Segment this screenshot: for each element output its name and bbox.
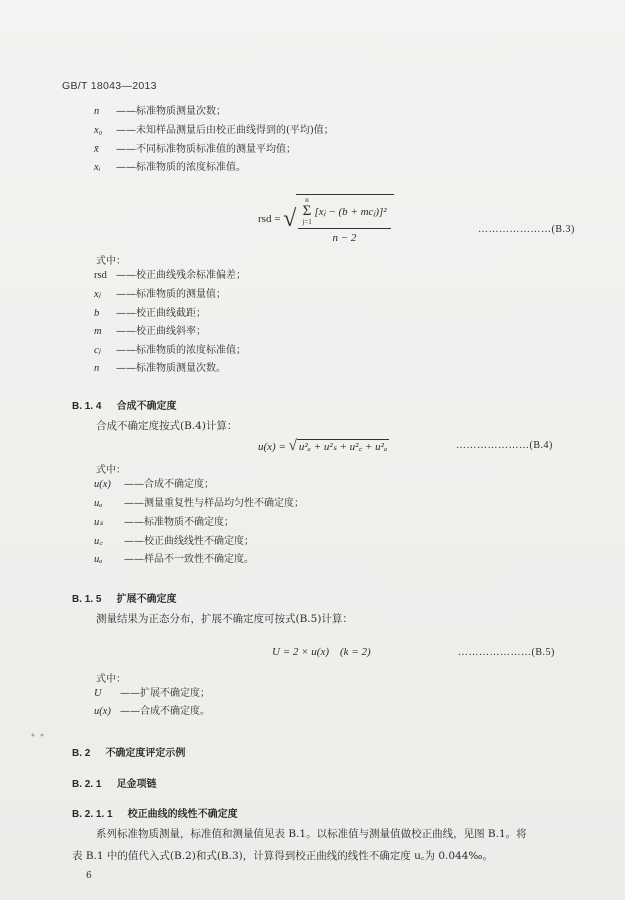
definition-text: ——合成不确定度； — [124, 479, 214, 490]
definition-row — [94, 364, 514, 378]
paragraph: 合成不确定度按式(B.4)计算： — [96, 420, 238, 432]
definition-symbol: cⱼ — [94, 345, 101, 356]
fraction-denominator: n − 2 — [332, 232, 357, 244]
definition-symbol: n — [94, 363, 100, 374]
sum-upper-limit: n — [305, 196, 309, 204]
definition-text: ——校正曲线斜率； — [116, 326, 206, 337]
square-root-body — [296, 194, 393, 244]
definition-row — [94, 537, 514, 551]
equation-b5: U = 2 × u(x) (k = 2) — [272, 646, 371, 658]
definition-text: ——标准物质的测量值； — [116, 289, 226, 300]
definition-text: ——校正曲线线性不确定度； — [124, 536, 254, 547]
section-heading-b21 — [72, 772, 157, 791]
equation-number: …………………(B.4) — [456, 440, 553, 451]
definition-text: ——标准物质测量次数。 — [116, 363, 226, 374]
equation-radicand: u²ₐ + u²ₛ + u²꜀ + u²ₐ — [298, 441, 388, 453]
section-number: B. 2. 1 — [72, 779, 102, 790]
definition-symbol: uₐ — [94, 498, 103, 509]
definition-symbol: U — [94, 688, 102, 699]
standard-header: GB/T 18043—2013 — [62, 80, 157, 92]
definition-symbol: xᵢ — [94, 162, 101, 173]
definition-row — [94, 271, 514, 285]
definition-symbol: n — [94, 106, 100, 117]
definition-symbol: u(x) — [94, 479, 111, 490]
section-number: B. 2 — [72, 748, 91, 759]
sum-lower-limit: j=1 — [302, 218, 312, 226]
equation-lhs: u(x) = — [258, 441, 286, 453]
definition-symbol: m — [94, 326, 102, 337]
definition-row — [94, 518, 514, 532]
paragraph-line: 表 B.1 中的值代入式(B.2)和式(B.3)，计算得到校正曲线的线性不确定度 u꜀为 0.044‰。 — [72, 850, 493, 862]
equation-lhs: rsd = — [258, 213, 281, 225]
definition-row — [94, 480, 514, 494]
definition-symbol: rsd — [94, 270, 107, 281]
fraction — [298, 197, 390, 244]
definition-text: ——标准物质测量次数； — [116, 106, 226, 117]
definition-row — [94, 499, 514, 513]
definition-row — [94, 163, 514, 177]
radical-sign: √ — [283, 206, 297, 232]
section-title: 校正曲线的线性不确定度 — [127, 809, 238, 820]
equation-b4 — [258, 438, 389, 455]
section-title: 足金项链 — [116, 779, 157, 790]
section-heading-b15 — [72, 587, 177, 606]
scan-smudge: • • — [30, 731, 45, 742]
where-label: 式中： — [96, 256, 126, 267]
definition-row — [94, 555, 514, 569]
definition-text: ——校正曲线截距； — [116, 308, 206, 319]
definition-text: ——不同标准物质标准值的测量平均值； — [116, 144, 296, 155]
fraction-numerator — [298, 197, 390, 229]
page-number: 6 — [86, 871, 92, 881]
definition-text: ——合成不确定度。 — [120, 706, 210, 717]
section-heading-b14 — [72, 394, 177, 413]
definition-text: ——标准物质的浓度标准值。 — [116, 162, 246, 173]
radical-sign: √ — [288, 438, 297, 454]
definition-row — [94, 107, 514, 121]
where-label: 式中： — [96, 465, 126, 476]
equation-number: …………………(B.3) — [478, 224, 575, 235]
definition-symbol: uₛ — [94, 517, 104, 528]
definition-row — [94, 346, 514, 360]
definition-symbol: xⱼ — [94, 289, 101, 300]
section-heading-b211 — [72, 802, 238, 821]
section-number: B. 2. 1. 1 — [72, 809, 113, 820]
definition-symbol: uₐ — [94, 554, 103, 565]
definition-text: ——测量重复性与样品均匀性不确定度； — [124, 498, 304, 509]
definition-symbol: x̄ — [94, 144, 99, 155]
numerator-expression: [xⱼ − (b + mcⱼ)]² — [314, 206, 387, 218]
definition-row — [94, 327, 514, 341]
definition-text: ——扩展不确定度； — [120, 688, 210, 699]
definition-symbol: u(x) — [94, 706, 111, 717]
definition-row — [94, 126, 514, 140]
definition-symbol: u꜀ — [94, 536, 103, 547]
definition-text: ——样品不一致性不确定度。 — [124, 554, 254, 565]
definition-text: ——标准物质不确定度； — [124, 517, 234, 528]
definition-text: ——未知样品测量后由校正曲线得到的(平均)值； — [116, 125, 334, 136]
section-title: 不确定度评定示例 — [105, 748, 186, 759]
definition-symbol: x₀ — [94, 125, 103, 136]
definition-row — [94, 145, 514, 159]
definition-text: ——校正曲线残余标准偏差； — [116, 270, 246, 281]
definition-row — [94, 309, 514, 323]
equation-number: …………………(B.5) — [458, 647, 555, 658]
section-heading-b2 — [72, 741, 185, 760]
definition-row — [94, 689, 514, 703]
definition-text: ——标准物质的浓度标准值； — [116, 345, 246, 356]
paragraph: 测量结果为正态分布，扩展不确定度可按式(B.5)计算： — [96, 613, 353, 625]
definition-row — [94, 290, 514, 304]
paragraph-line: 系列标准物质测量，标准值和测量值见表 B.1。以标准值与测量值做校正曲线，见图 B.1。将 — [96, 828, 527, 840]
where-label: 式中： — [96, 674, 126, 685]
section-title: 扩展不确定度 — [116, 594, 177, 605]
section-title: 合成不确定度 — [116, 401, 177, 412]
sigma-icon: Σ — [302, 203, 312, 219]
section-number: B. 1. 4 — [72, 401, 102, 412]
equation-b3 — [258, 194, 394, 244]
summation — [302, 197, 311, 226]
section-number: B. 1. 5 — [72, 594, 102, 605]
definition-symbol: b — [94, 308, 100, 319]
definition-row — [94, 707, 514, 721]
